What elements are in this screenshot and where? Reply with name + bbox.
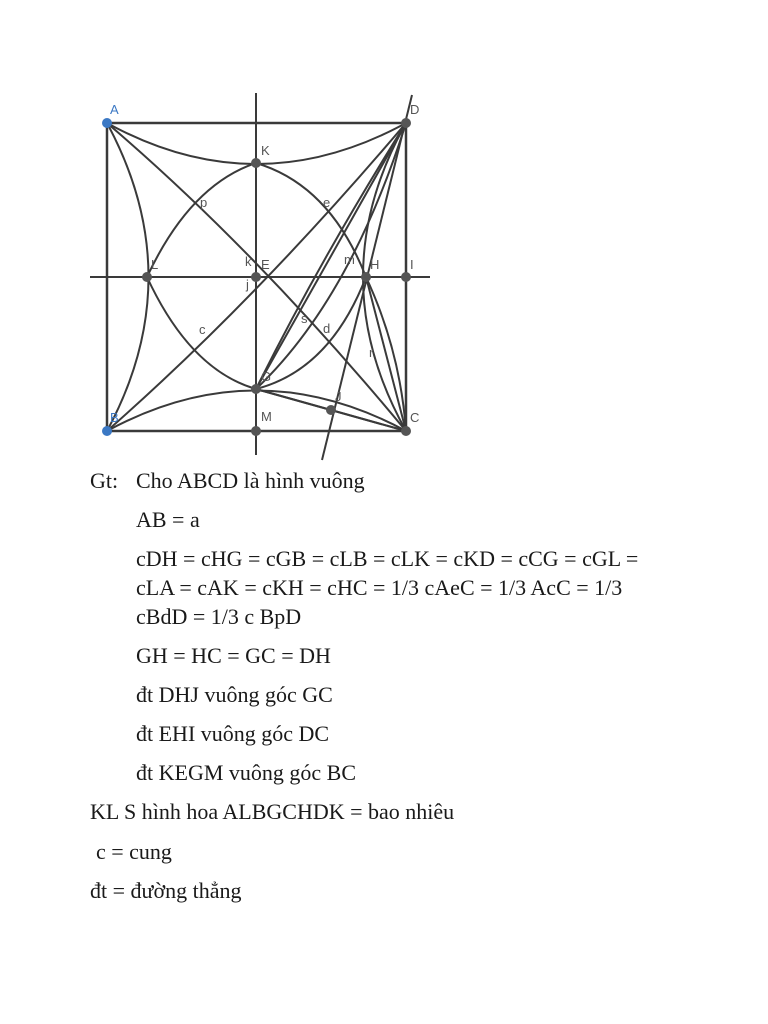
- point-k: [251, 158, 261, 168]
- point-e: [251, 272, 261, 282]
- label-g: G: [261, 369, 272, 384]
- point-c: [401, 426, 411, 436]
- given-statement: Cho ABCD là hình vuông: [136, 468, 365, 493]
- definition-dt: đt = đường thẳng: [90, 878, 242, 903]
- label-b: B: [110, 410, 119, 425]
- point-d: [401, 118, 411, 128]
- label-j: J: [335, 389, 342, 404]
- label-a: A: [110, 102, 119, 117]
- gt-label: Gt:: [90, 468, 119, 493]
- point-l: [142, 272, 152, 282]
- perpendicular-1: đt DHJ vuông góc GC: [136, 682, 333, 707]
- point-m: [251, 426, 261, 436]
- perpendicular-2: đt EHI vuông góc DC: [136, 721, 330, 746]
- point-j: [326, 405, 336, 415]
- arc-equalities-line3: cBdD = 1/3 c BpD: [136, 604, 302, 629]
- arc-label-m: m: [344, 252, 355, 267]
- perpendicular-3: đt KEGM vuông góc BC: [136, 760, 356, 785]
- label-e: E: [261, 257, 270, 272]
- definition-c: c = cung: [96, 839, 172, 864]
- arc-equalities-line1: cDH = cHG = cGB = cLB = cLK = cKD = cCG = cGL =: [136, 546, 639, 571]
- arc-label-p: p: [200, 195, 208, 210]
- label-m: M: [261, 409, 272, 424]
- arc-label-d: d: [323, 321, 331, 336]
- label-i: I: [410, 257, 414, 272]
- label-k: K: [261, 143, 270, 158]
- point-h: [361, 272, 371, 282]
- arc-label-j: j: [246, 277, 249, 292]
- arc-l-k: [147, 163, 256, 277]
- point-b: [102, 426, 112, 436]
- side-length: AB = a: [136, 507, 200, 532]
- label-h: H: [370, 257, 380, 272]
- geometry-figure: [0, 0, 768, 470]
- arc-label-e: e: [323, 195, 331, 210]
- arc-label-k: k: [245, 254, 252, 269]
- segment-equality: GH = HC = GC = DH: [136, 643, 331, 668]
- point-i: [401, 272, 411, 282]
- point-g: [251, 384, 261, 394]
- arc-label-r: r: [369, 345, 374, 360]
- label-c: C: [410, 410, 420, 425]
- arc-label-s: s: [301, 311, 308, 326]
- label-l: L: [151, 257, 159, 272]
- conclusion: KL S hình hoa ALBGCHDK = bao nhiêu: [90, 799, 455, 824]
- label-d: D: [410, 102, 420, 117]
- point-a: [102, 118, 112, 128]
- arc-equalities-line2: cLA = cAK = cKH = cHC = 1/3 cAeC = 1/3 AcC = 1/3: [136, 575, 623, 600]
- arc-label-c: c: [199, 322, 206, 337]
